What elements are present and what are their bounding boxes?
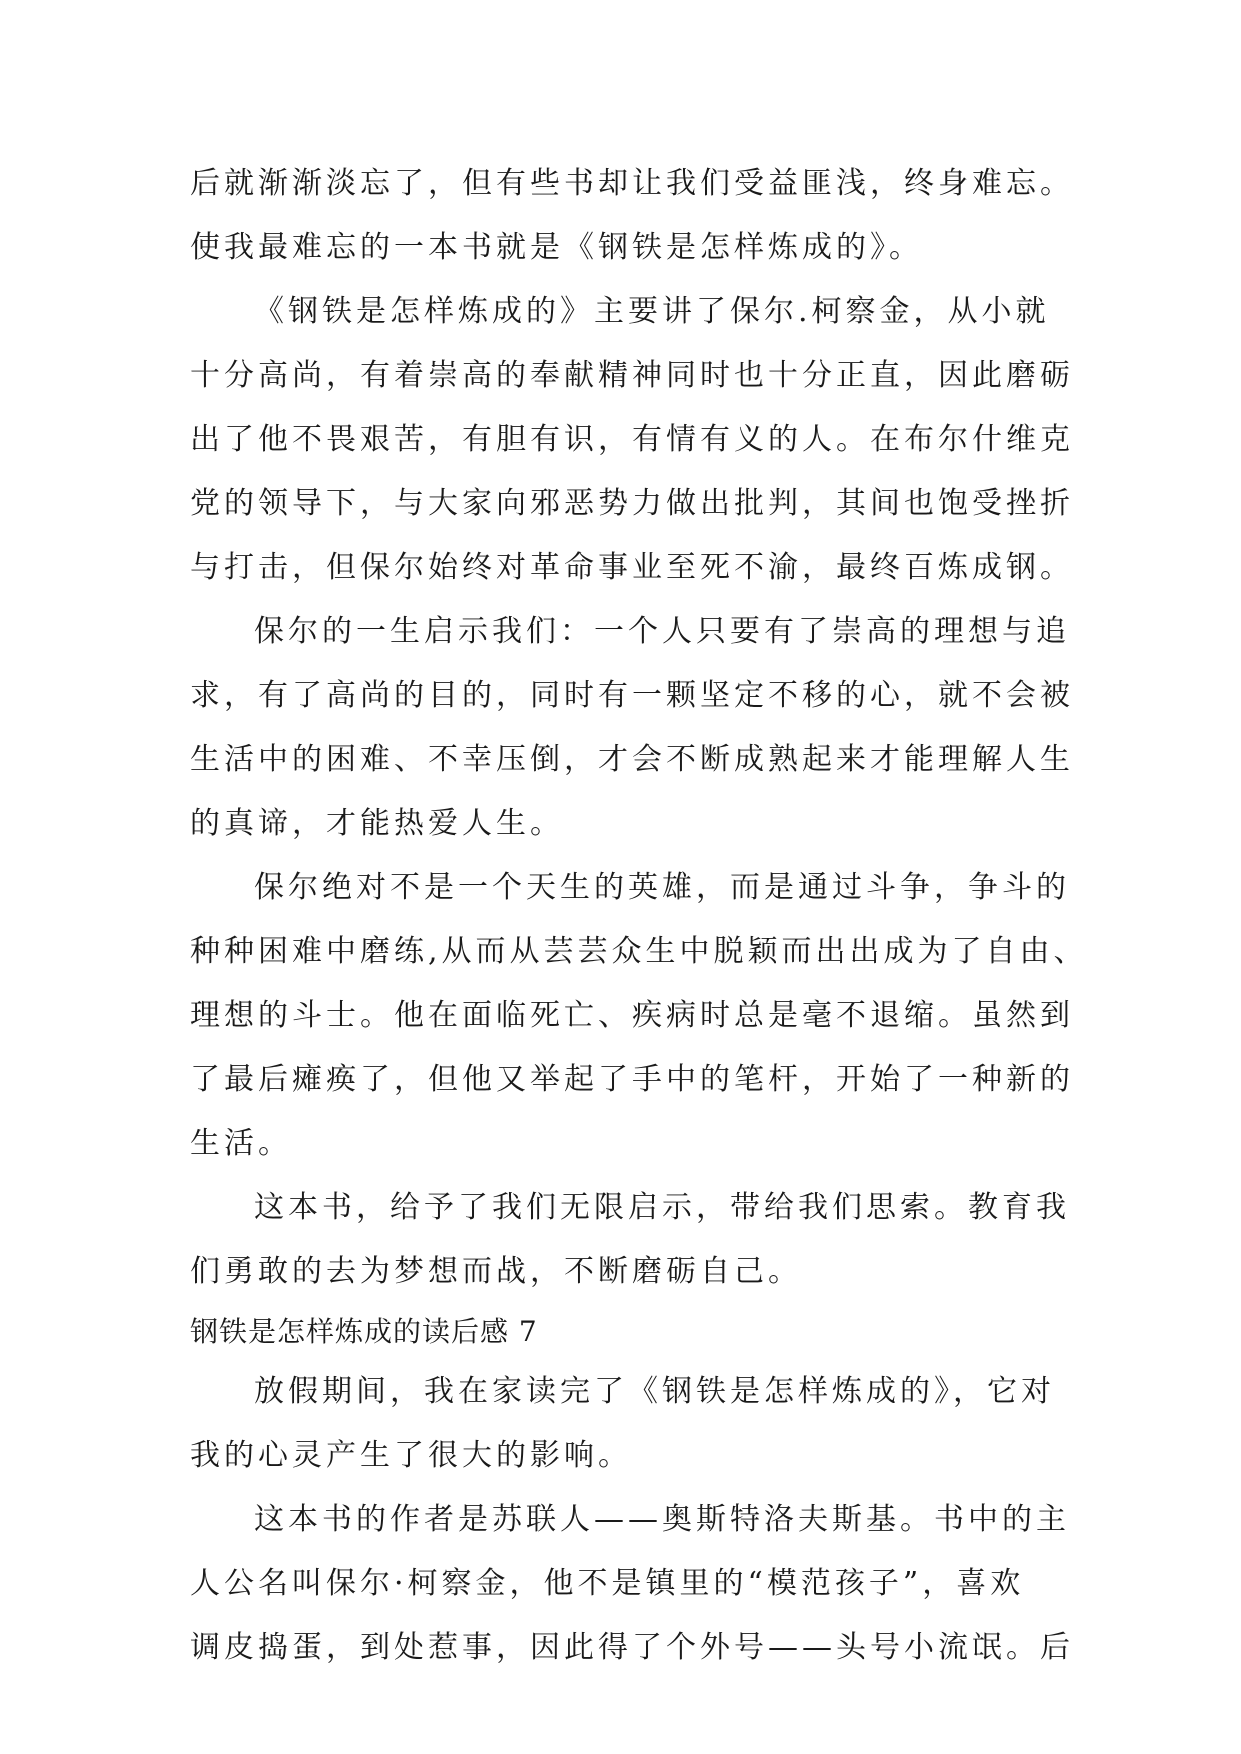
text-line: 求，有了高尚的目的，同时有一颗坚定不移的心，就不会被 xyxy=(190,678,1074,713)
text-line: 人公名叫保尔·柯察金，他不是镇里的“模范孩子”，喜欢 xyxy=(190,1566,1025,1601)
text-line: 保尔绝对不是一个天生的英雄，而是通过斗争，争斗的 xyxy=(254,870,1070,905)
text-line: 了最后瘫痪了，但他又举起了手中的笔杆，开始了一种新的 xyxy=(190,1062,1074,1097)
text-line: 《钢铁是怎样炼成的》主要讲了保尔.柯察金，从小就 xyxy=(254,294,1050,329)
text-line: 党的领导下，与大家向邪恶势力做出批判，其间也饱受挫折 xyxy=(190,486,1074,521)
text-line: 后就渐渐淡忘了，但有些书却让我们受益匪浅，终身难忘。 xyxy=(190,166,1074,201)
text-line: 生活。 xyxy=(190,1126,292,1161)
text-line: 种种困难中磨练,从而从芸芸众生中脱颖而出出成为了自由、 xyxy=(190,934,1088,969)
text-line: 保尔的一生启示我们：一个人只要有了崇高的理想与追 xyxy=(254,614,1070,649)
text-line: 我的心灵产生了很大的影响。 xyxy=(190,1438,632,1473)
text-line: 生活中的困难、不幸压倒，才会不断成熟起来才能理解人生 xyxy=(190,742,1074,777)
text-line: 这本书，给予了我们无限启示，带给我们思索。教育我 xyxy=(254,1190,1070,1225)
text-line: 的真谛，才能热爱人生。 xyxy=(190,806,564,841)
text-line: 调皮捣蛋，到处惹事，因此得了个外号——头号小流氓。后 xyxy=(190,1630,1074,1665)
text-line: 理想的斗士。他在面临死亡、疾病时总是毫不退缩。虽然到 xyxy=(190,998,1074,1033)
text-line: 们勇敢的去为梦想而战，不断磨砺自己。 xyxy=(190,1254,802,1289)
text-line: 这本书的作者是苏联人——奥斯特洛夫斯基。书中的主 xyxy=(254,1502,1070,1537)
document-body xyxy=(190,152,1088,1680)
section-heading: 钢铁是怎样炼成的读后感 7 xyxy=(190,1315,538,1348)
text-line: 使我最难忘的一本书就是《钢铁是怎样炼成的》。 xyxy=(190,230,923,265)
text-line: 放假期间，我在家读完了《钢铁是怎样炼成的》，它对 xyxy=(254,1374,1055,1409)
text-line: 与打击，但保尔始终对革命事业至死不渝，最终百炼成钢。 xyxy=(190,550,1074,585)
text-line: 出了他不畏艰苦，有胆有识，有情有义的人。在布尔什维克 xyxy=(190,422,1074,457)
text-line: 十分高尚，有着崇高的奉献精神同时也十分正直，因此磨砺 xyxy=(190,358,1074,393)
